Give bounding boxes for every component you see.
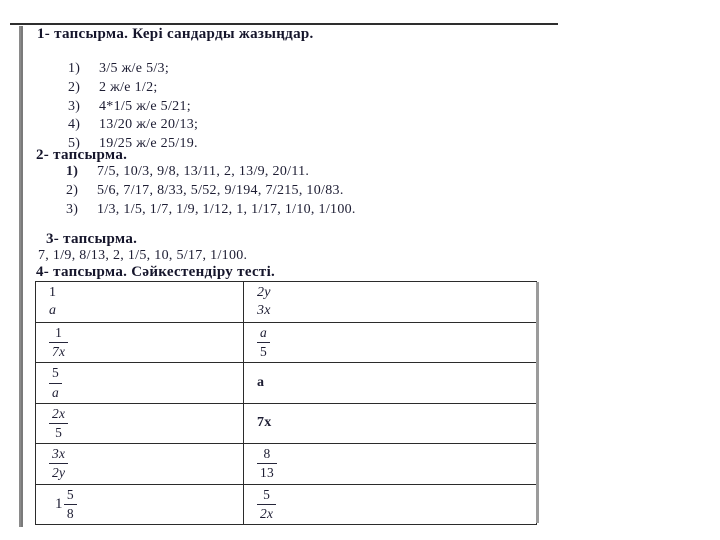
fraction — [257, 325, 270, 360]
table-cell-right — [244, 403, 537, 443]
task1-list — [68, 61, 198, 155]
list-item — [68, 117, 198, 136]
table-cell-left — [36, 444, 244, 484]
fraction-denominator: 2x — [260, 505, 274, 521]
mixed-whole: 1 — [55, 495, 63, 512]
mixed-number — [49, 487, 77, 522]
fraction — [49, 406, 68, 441]
fraction — [49, 325, 68, 360]
fraction-numerator: 8 — [257, 446, 277, 464]
list-marker: 1) — [66, 164, 79, 179]
table-row — [36, 282, 537, 323]
fraction — [64, 487, 77, 522]
matching-table — [35, 281, 537, 525]
fraction-numerator: 2x — [49, 406, 68, 424]
left-margin-rule — [19, 26, 23, 527]
list-text: 7/5, 10/3, 9/8, 13/11, 2, 13/9, 20/11. — [97, 164, 310, 179]
list-item — [66, 183, 356, 202]
list-item — [66, 202, 356, 221]
list-marker: 1) — [68, 61, 81, 76]
list-text: 2 ж/е 1/2; — [99, 79, 158, 95]
list-marker: 2) — [68, 79, 81, 95]
list-text: 19/25 ж/е 25/19. — [99, 136, 198, 152]
fraction — [257, 446, 277, 481]
stacked-top: 2y — [257, 285, 271, 300]
list-text: 13/20 ж/е 20/13; — [99, 117, 199, 133]
table-cell-right — [244, 484, 537, 524]
task2-list — [66, 164, 356, 221]
table-right-edge-shade — [536, 282, 539, 523]
fraction-numerator: a — [257, 325, 270, 343]
list-text: 5/6, 7/17, 8/33, 5/52, 9/194, 7/215, 10/83. — [97, 183, 344, 198]
table-row — [36, 484, 537, 524]
list-text: 4*1/5 ж/е 5/21; — [99, 98, 191, 114]
fraction-numerator: 5 — [257, 487, 276, 505]
list-item — [68, 99, 198, 118]
table-row — [36, 323, 537, 363]
list-text: 1/3, 1/5, 1/7, 1/9, 1/12, 1, 1/17, 1/10, 1/100. — [97, 202, 356, 217]
fraction-denominator: 5 — [260, 344, 268, 360]
fraction-denominator: 13 — [260, 465, 275, 481]
table-cell-left — [36, 323, 244, 363]
stacked-bottom: 3x — [257, 303, 271, 318]
expression-text: 7x — [257, 415, 272, 431]
table-cell-left — [36, 363, 244, 403]
stacked-bottom: a — [49, 303, 57, 318]
fraction — [49, 446, 68, 481]
table-row — [36, 444, 537, 484]
list-item — [66, 164, 356, 183]
expression-text: a — [257, 375, 265, 391]
table-row — [36, 363, 537, 403]
top-margin-rule — [10, 23, 558, 25]
fraction — [257, 487, 276, 522]
list-item — [68, 80, 198, 99]
list-marker: 5) — [68, 136, 81, 152]
stacked-expression — [257, 284, 271, 320]
table-cell-right — [244, 444, 537, 484]
list-marker: 3) — [68, 98, 81, 114]
table-cell-right — [244, 363, 537, 403]
table-cell-right — [244, 282, 537, 323]
task4-heading: 4- тапсырма. Сәйкестендіру тесті. — [36, 264, 276, 280]
list-marker: 3) — [66, 202, 79, 217]
task2-heading: 2- тапсырма. — [36, 147, 128, 163]
list-marker: 4) — [68, 117, 81, 133]
fraction-denominator: a — [52, 384, 60, 400]
table-cell-left — [36, 484, 244, 524]
list-marker: 2) — [66, 183, 79, 198]
fraction-numerator: 5 — [64, 487, 77, 505]
stacked-top: 1 — [49, 285, 57, 300]
fraction-numerator: 3x — [49, 446, 68, 464]
task3-heading: 3- тапсырма. — [46, 231, 138, 247]
task3-numbers: 7, 1/9, 8/13, 2, 1/5, 10, 5/17, 1/100. — [38, 248, 248, 263]
table-cell-right — [244, 323, 537, 363]
fraction — [49, 365, 62, 400]
table-cell-left — [36, 403, 244, 443]
stacked-expression — [49, 284, 56, 320]
fraction-denominator: 8 — [66, 505, 74, 521]
list-item — [68, 61, 198, 80]
fraction-denominator: 5 — [55, 424, 63, 440]
fraction-denominator: 7x — [52, 344, 66, 360]
fraction-numerator: 5 — [49, 365, 62, 383]
table-cell-left — [36, 282, 244, 323]
table-row — [36, 403, 537, 443]
fraction-denominator: 2y — [52, 465, 66, 481]
list-text: 3/5 ж/е 5/3; — [99, 61, 170, 76]
fraction-numerator: 1 — [49, 325, 68, 343]
task1-heading: 1- тапсырма. Кері сандарды жазыңдар. — [37, 26, 314, 42]
